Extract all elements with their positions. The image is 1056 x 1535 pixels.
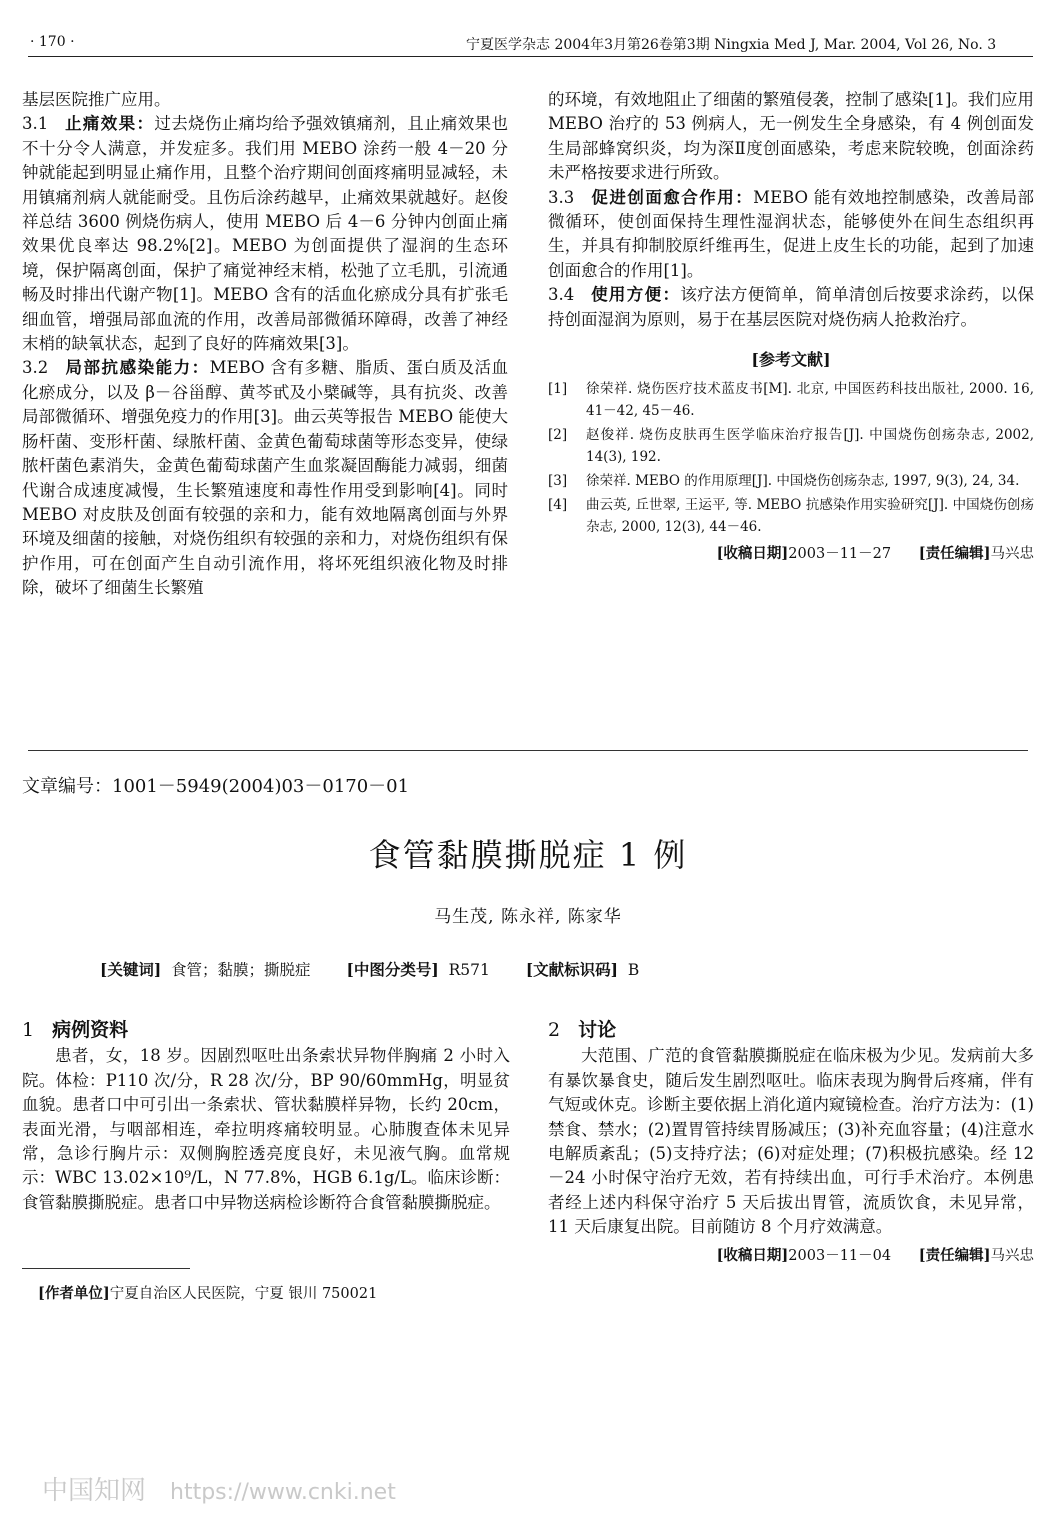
- doc-code: B: [627, 961, 640, 979]
- section-title: 讨论: [578, 1019, 617, 1041]
- section-number: 3.4: [548, 285, 575, 305]
- page-number: · 170 ·: [30, 34, 75, 50]
- received-label: [收稿日期]: [716, 545, 789, 563]
- section-heading: 促进创面愈合作用：: [591, 187, 754, 207]
- reference-text: 徐荣祥. MEBO 的作用原理[J]. 中国烧伤创疡杂志, 1997, 9(3), 24, 34.: [586, 473, 1020, 490]
- journal-header: 宁夏医学杂志 2004年3月第26卷第3期 Ningxia Med J, Mar. 2004, Vol 26, No. 3: [466, 37, 997, 53]
- received-editor-line: [548, 542, 1034, 566]
- article-right-column: [548, 1018, 1034, 1268]
- section-3-1: [22, 112, 508, 356]
- section-number: 3.3: [548, 187, 575, 207]
- reference-item: [548, 470, 1034, 492]
- watermark-url: https://www.cnki.net: [170, 1480, 396, 1505]
- section-heading: 局部抗感染能力：: [65, 358, 210, 378]
- discussion-text: 大范围、广范的食管黏膜撕脱症在临床极为少见。发病前大多有暴饮暴食史，随后发生剧烈呕吐。临床表现为胸骨后疼痛，伴有气短或休克。诊断主要依据上消化道内窥镜检查。治疗方法为：(1)禁食、禁水；(2)置胃管持续胃肠减压；(3)补充血容量；(4)注意水电解质紊乱；(5)支持疗法；(6)对症处理；(7)积极抗感染。经 12－24 小时保守治疗无效，若有持续出血，可行手术治疗。本例患者经上述内科保守治疗 5 天后拔出胃管，流质饮食，未见异常，11 天后康复出院。目前随访 8 个月疗效满意。: [548, 1046, 1034, 1237]
- article-number: [22, 772, 409, 798]
- prev-article-left-column: [22, 88, 508, 601]
- references-list: [548, 378, 1034, 538]
- watermark-brand: 中国知网: [42, 1476, 147, 1506]
- section-text: MEBO 含有多糖、脂质、蛋白质及活血化瘀成分，以及 β－谷甾醇、黄芩甙及小檗碱等，具有抗炎、改善局部微循环、增强免疫力的作用[3]。曲云英等报告 MEBO 能使大肠杆菌、变形杆菌、绿脓杆菌、金黄色葡萄球菌等形态变异，使绿脓杆菌色素消失，金黄色葡萄球菌产生血浆凝固酶能力减弱，细菌代谢合成速度减慢，生长繁殖速度和毒性作用受到影响[4]。同时 MEBO 对皮肤及创面有较强的亲和力，能有效地隔离创面与外界环境及细菌的接触，对烧伤组织有较强的亲和力，对烧伤组织有保护作用，可在创面产生自动引流作用，将坏死组织液化物及时排除，破坏了细菌生长繁殖: [22, 358, 508, 598]
- prev-article-right-column: [548, 88, 1034, 567]
- paragraph: 基层医院推广应用。: [22, 90, 171, 109]
- reference-number: [1]: [548, 381, 568, 398]
- affiliation-text: 宁夏自治区人民医院，宁夏 银川 750021: [109, 1286, 378, 1302]
- section-number: 2: [548, 1019, 561, 1041]
- received-editor-line: [548, 1244, 1034, 1268]
- section-2-heading: [548, 1018, 1034, 1042]
- section-text: 该疗法方便简单，简单清创后按要求涂药，以保持创面湿润为原则，易于在基层医院对烧伤病人抢救治疗。: [548, 285, 1035, 329]
- doc-code-label: [文献标识码]: [525, 960, 619, 979]
- reference-number: [3]: [548, 473, 568, 490]
- article-divider: [28, 750, 1028, 751]
- reference-number: [2]: [548, 427, 568, 444]
- keywords-line: [100, 958, 639, 980]
- article-left-column: [22, 1018, 510, 1215]
- section-title: 病例资料: [52, 1019, 129, 1041]
- reference-text: 徐荣祥. 烧伤医疗技术蓝皮书[M]. 北京, 中国医药科技出版社, 2000. 16, 41－42, 45－46.: [586, 381, 1034, 420]
- article-number-value: 1001－5949(2004)03－0170－01: [112, 776, 410, 797]
- editor-label: [责任编辑]: [918, 1246, 991, 1264]
- section-text: MEBO 能有效地控制感染，改善局部微循环，使创面保持生理性湿润状态，能够使外在间生态组织再生，并具有抑制胶原纤维再生，促进上皮生长的功能，起到了加速创面愈合的作用[1]。: [548, 187, 1034, 280]
- section-number: 3.1: [22, 114, 49, 134]
- section-heading: 止痛效果：: [65, 114, 155, 134]
- section-3-4: [548, 283, 1034, 332]
- article-number-label: 文章编号：: [22, 776, 112, 797]
- reference-item: [548, 424, 1034, 468]
- section-heading: 使用方便：: [591, 285, 681, 305]
- reference-text: 曲云英, 丘世翠, 王运平, 等. MEBO 抗感染作用实验研究[J]. 中国烧伤创疡杂志, 2000, 12(3), 44－46.: [586, 497, 1034, 536]
- reference-number: [4]: [548, 497, 568, 514]
- reference-text: 赵俊祥. 烧伤皮肤再生医学临床治疗报告[J]. 中国烧伤创疡杂志, 2002, 14(3), 192.: [586, 427, 1034, 466]
- keywords-label: [关键词]: [100, 960, 162, 979]
- article-authors: 马生茂, 陈永祥, 陈家华: [434, 907, 622, 927]
- editor-label: [责任编辑]: [918, 545, 991, 563]
- clc-label: [中图分类号]: [346, 960, 439, 979]
- editor-name: 马兴忠: [990, 546, 1034, 563]
- cnki-watermark: [42, 1470, 396, 1507]
- clc-code: R571: [448, 961, 490, 979]
- received-date: 2003－11－27: [788, 546, 892, 563]
- author-affiliation: [38, 1282, 377, 1303]
- section-1-heading: [22, 1018, 510, 1042]
- received-label: [收稿日期]: [716, 1246, 789, 1264]
- section-3-3: [548, 186, 1034, 284]
- reference-item: [548, 378, 1034, 422]
- reference-item: [548, 494, 1034, 538]
- case-report-text: 患者，女，18 岁。因剧烈呕吐出条索状异物伴胸痛 2 小时入院。体检：P110 次/分，R 28 次/分，BP 90/60mmHg，明显贫血貌。患者口中可引出一条索状、管状黏膜样异物，长约 20cm，表面光滑，与咽部相连，牵拉明疼痛较明显。心肺腹查体未见异常，急诊行胸片示：双侧胸腔透亮度良好，未见液气胸。血常规示：WBC 13.02×10⁹/L，N 77.8%，HGB 6.1g/L。临床诊断：食管黏膜撕脱症。患者口中异物送病检诊断符合食管黏膜撕脱症。: [22, 1046, 510, 1212]
- editor-name: 马兴忠: [990, 1247, 1034, 1264]
- footnote-rule: [22, 1268, 190, 1269]
- section-3-2: [22, 356, 508, 600]
- affiliation-label: [作者单位]: [38, 1285, 110, 1302]
- section-text: 过去烧伤止痛均给予强效镇痛剂，且止痛效果也不十分令人满意，并发症多。我们用 MEBO 涂药一般 4－20 分钟就能起到明显止痛作用，且整个治疗期间创面疼痛明显减轻，未用镇痛剂病人就能耐受。且伤后涂药越早，止痛效果就越好。赵俊祥总结 3600 例烧伤病人，使用 MEBO 后 4－6 分钟内创面止痛效果优良率达 98.2%[2]。MEBO 为创面提供了湿润的生态环境，保护隔离创面，保护了痛觉神经末梢，松弛了立毛肌，引流通畅及时排出代谢产物[1]。MEBO 含有的活血化瘀成分具有扩张毛细血管，增强局部血流的作用，改善局部微循环障碍，改善了神经末梢的缺氧状态，起到了良好的阵痛效果[3]。: [22, 114, 509, 354]
- keywords: 食管；黏膜；撕脱症: [171, 961, 311, 979]
- section-number: 3.2: [22, 358, 49, 378]
- section-number: 1: [22, 1019, 35, 1041]
- received-date: 2003－11－04: [788, 1247, 892, 1264]
- paragraph: 的环境，有效地阻止了细菌的繁殖侵袭，控制了感染[1]。我们应用 MEBO 治疗的 53 例病人，无一例发生全身感染，有 4 例创面发生局部蜂窝织炎，均为深Ⅱ度创面感染，考虑来院较晚，创面涂药未严格按要求进行所致。: [548, 90, 1034, 183]
- references-title: [参考文献]: [751, 350, 831, 370]
- article-title: 食管黏膜撕脱症 1 例: [368, 836, 688, 874]
- header-rule: [28, 56, 1033, 57]
